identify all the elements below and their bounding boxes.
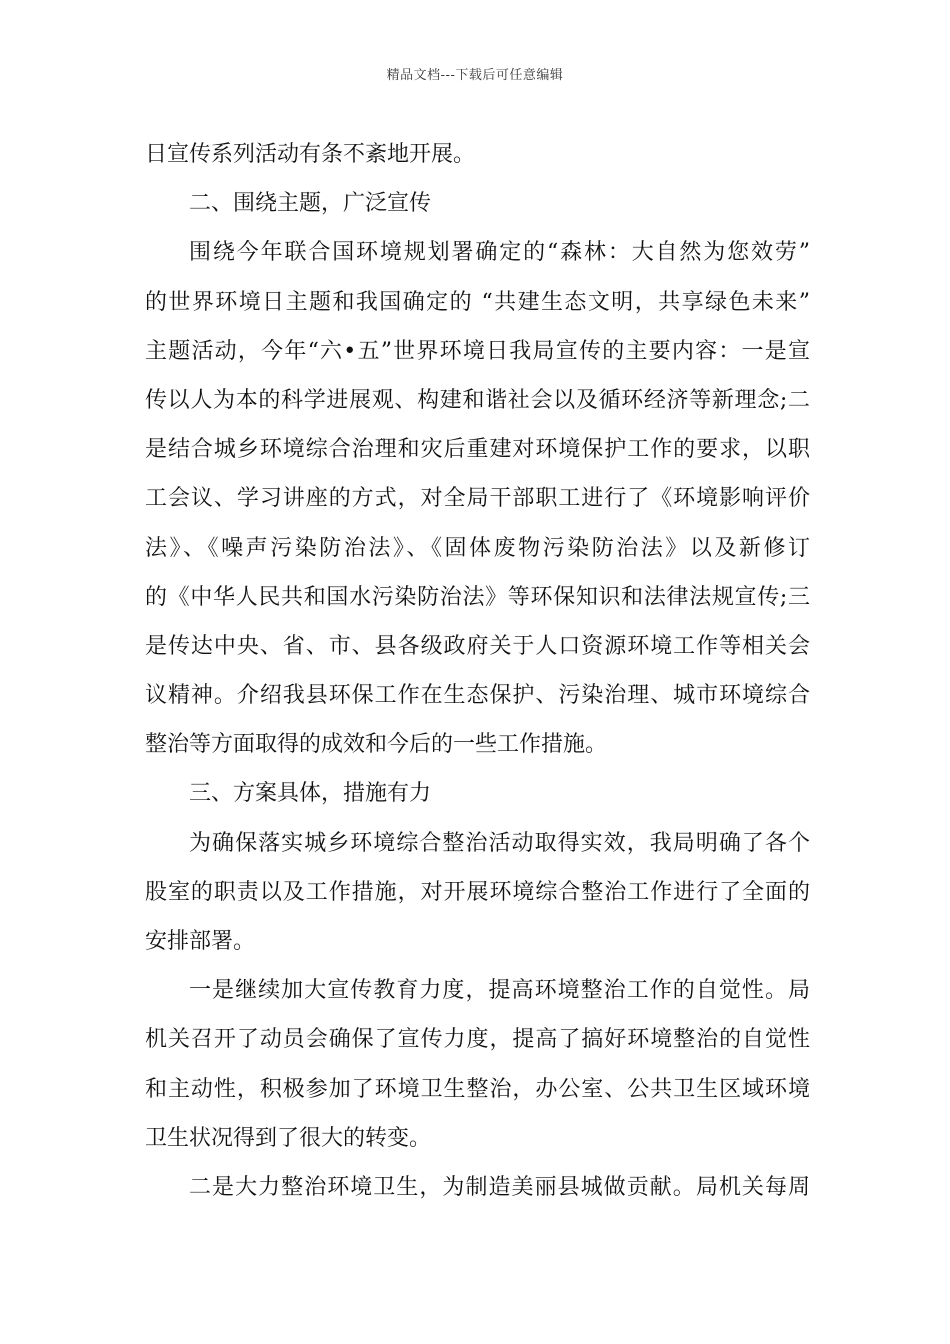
text-line: 的世界环境日主题和我国确定的 “共建生态文明，共享绿色未来”	[145, 289, 810, 315]
text-line: 一是继续加大宣传教育力度，提高环境整治工作的自觉性。局	[189, 978, 810, 1004]
text-line: 工会议、学习讲座的方式，对全局干部职工进行了《环境影响评价	[145, 486, 810, 512]
section-heading: 三、方案具体，措施有力	[189, 781, 432, 807]
text-line: 日宣传系列活动有条不紊地开展。	[145, 142, 476, 167]
text-line: 议精神。介绍我县环保工作在生态保护、污染治理、城市环境综合	[145, 683, 810, 709]
text-line: 传以人为本的科学进展观、构建和谐社会以及循环经济等新理念;二	[145, 387, 810, 413]
text-line: 安排部署。	[145, 929, 256, 954]
text-line: 卫生状况得到了很大的转变。	[145, 1125, 432, 1151]
text-line: 股室的职责以及工作措施，对开展环境综合整治工作进行了全面的	[145, 879, 810, 905]
text-line: 是结合城乡环境综合治理和灾后重建对环境保护工作的要求，以职	[145, 437, 810, 463]
text-line: 整治等方面取得的成效和今后的一些工作措施。	[145, 732, 608, 758]
section-heading: 二、围绕主题，广泛宣传	[189, 191, 432, 217]
document-body	[145, 130, 810, 1212]
text-line: 主题活动，今年“六•五”世界环境日我局宣传的主要内容：一是宣	[145, 338, 810, 364]
text-line: 法》、《噪声污染防治法》、《固体废物污染防治法》以及新修订	[145, 535, 810, 561]
text-line: 二是大力整治环境卫生，为制造美丽县城做贡献。局机关每周	[189, 1174, 810, 1200]
text-line: 机关召开了动员会确保了宣传力度，提高了搞好环境整治的自觉性	[145, 1027, 810, 1053]
page-header: 精品文档---下载后可任意编辑	[386, 68, 564, 83]
text-line: 和主动性，积极参加了环境卫生整治，办公室、公共卫生区域环境	[145, 1076, 810, 1102]
text-line: 围绕今年联合国环境规划署确定的“森林：大自然为您效劳”	[189, 240, 810, 266]
text-line: 是传达中央、省、市、县各级政府关于人口资源环境工作等相关会	[145, 633, 810, 659]
text-line: 为确保落实城乡环境综合整治活动取得实效，我局明确了各个	[189, 830, 810, 856]
text-line: 的《中华人民共和国水污染防治法》等环保知识和法律法规宣传;三	[145, 584, 810, 610]
